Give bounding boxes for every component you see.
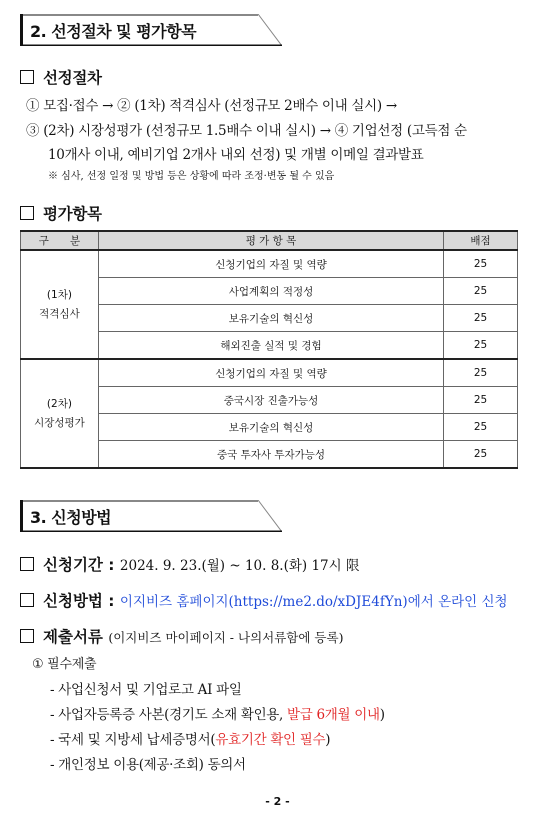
method-value: 이지비즈 홈페이지(https://me2.do/xDJE4fYn)에서 온라인 신청 [119,594,508,610]
section-3-header [20,500,282,532]
table-cell-score: 25 [444,278,518,305]
required-heading: ① 필수제출 [32,657,97,672]
doc-item-4: - 개인정보 이용(제공·조회) 동의서 [50,757,246,773]
table-cell-score: 25 [444,305,518,332]
square-bullet-icon [20,593,34,607]
doc-item-3: - 국세 및 지방세 납세증명서(유효기간 확인 필수) [50,732,331,748]
table-header-row [21,231,518,250]
period-row [20,553,359,575]
procedure-line-1: ① 모집·접수 → ② (1차) 적격심사 (선정규모 2배수 이내 실시) → [26,98,397,114]
group-label-1: (1차) 적격심사 [21,250,99,359]
table-cell-score: 25 [444,441,518,469]
criteria-heading: 평가항목 [20,202,102,224]
table-cell-item: 사업계획의 적정성 [98,278,443,305]
table-row [21,359,518,387]
table-cell-item: 신청기업의 자질 및 역량 [98,250,443,278]
method-row [20,589,508,611]
square-bullet-icon [20,70,34,84]
table-cell-item: 보유기술의 혁신성 [98,414,443,441]
doc-item-2: - 사업자등록증 사본(경기도 소재 확인용, 발급 6개월 이내) [50,707,385,723]
square-bullet-icon [20,629,34,643]
table-cell-item: 중국 투자사 투자가능성 [98,441,443,469]
table-cell-item: 중국시장 진출가능성 [98,387,443,414]
period-label: 신청기간 : [43,556,115,574]
procedure-note: ※ 심사, 선정 일정 및 방법 등은 상황에 따라 조정·변동 될 수 있음 [48,171,335,182]
table-cell-score: 25 [444,359,518,387]
doc-item-1: - 사업신청서 및 기업로고 AI 파일 [50,682,242,698]
table-cell-item: 신청기업의 자질 및 역량 [98,359,443,387]
section-title: 3. 신청방법 [30,508,112,527]
procedure-line-2: ③ (2차) 시장성평가 (선정규모 1.5배수 이내 실시) → ④ 기업선정 (고득점 순 [26,123,467,139]
period-value: 2024. 9. 23.(월) ~ 10. 8.(화) 17시 限 [119,558,360,574]
docs-note: (이지비즈 마이페이지 - 나의서류함에 등록) [108,630,344,645]
table-row [21,250,518,278]
header-score: 배점 [444,231,518,250]
docs-row [20,625,343,647]
table-cell-score: 25 [444,332,518,360]
square-bullet-icon [20,557,34,571]
section-title: 2. 선정절차 및 평가항목 [30,22,197,41]
procedure-line-3: 10개사 이내, 예비기업 2개사 내외 선정) 및 개별 이메일 결과발표 [48,147,424,163]
table-cell-score: 25 [444,387,518,414]
group-label-2: (2차) 시장성평가 [21,359,99,468]
table-cell-item: 보유기술의 혁신성 [98,305,443,332]
table-cell-score: 25 [444,414,518,441]
method-label: 신청방법 : [43,592,115,610]
table-cell-score: 25 [444,250,518,278]
section-2-header [20,14,282,46]
header-category: 구 분 [21,231,99,250]
page-number: - 2 - [265,795,290,808]
criteria-table [20,230,518,469]
procedure-heading: 선정절차 [20,66,102,88]
header-item: 평 가 항 목 [98,231,443,250]
square-bullet-icon [20,206,34,220]
table-cell-item: 해외진출 실적 및 경험 [98,332,443,360]
docs-label: 제출서류 [43,628,103,646]
